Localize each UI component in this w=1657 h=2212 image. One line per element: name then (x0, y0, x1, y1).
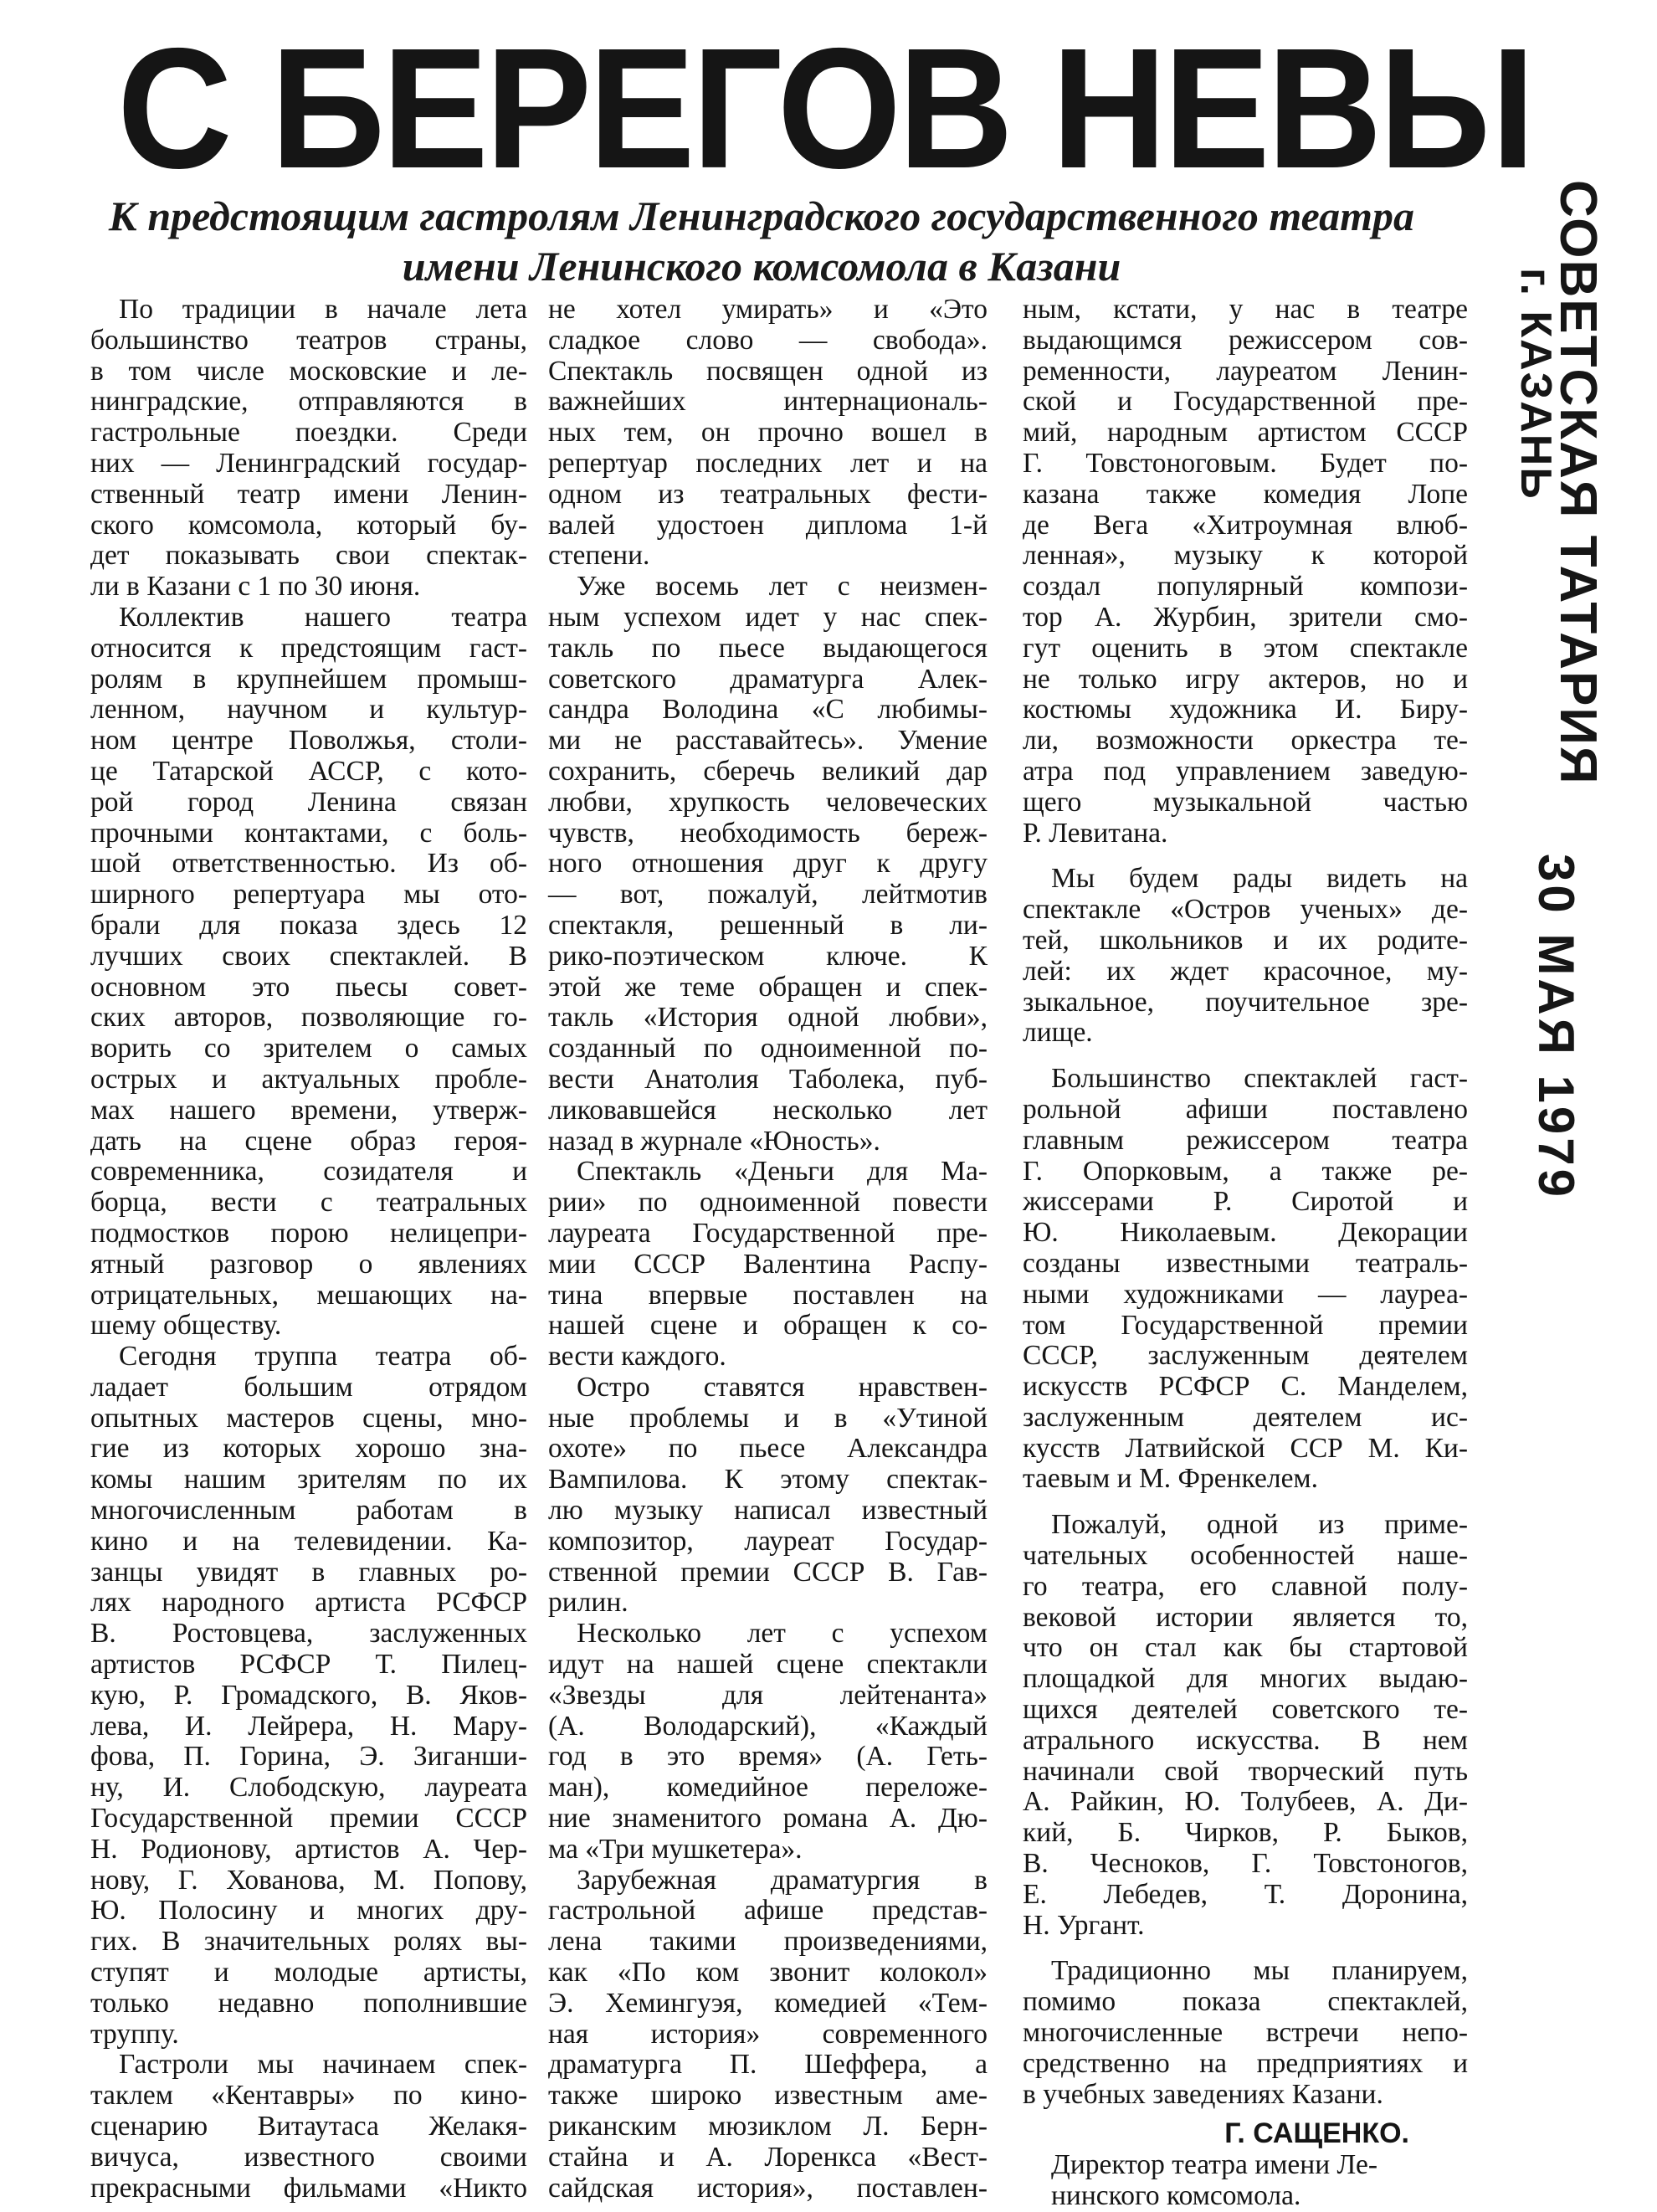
text-line: Несколько лет с успехом (577, 1618, 988, 1650)
text-line: риканским мюзиклом Л. Берн- (548, 2111, 988, 2143)
text-line: одном из театральных фести- (548, 478, 988, 510)
text-line: нову, Г. Хованова, М. Попову, (90, 1864, 527, 1896)
text-line: подмостков порою нелицепри- (90, 1217, 527, 1249)
text-line: спектакля, решенный в ли- (548, 909, 988, 941)
subtitle-line-2: имени Ленинского комсомола в Казани (402, 243, 1121, 290)
text-line: современника, созидателя и (90, 1156, 527, 1188)
text-line: Большинство спектаклей гаст- (1051, 1063, 1468, 1095)
text-line: валей удостоен диплома 1-й (548, 509, 988, 541)
text-line: рой город Ленина связан (90, 786, 527, 818)
text-line: Ю. Николаевым. Декорации (1023, 1217, 1468, 1249)
text-line: ман), комедийное переложе- (548, 1772, 988, 1804)
text-line: сандра Володина «С любимы- (548, 694, 988, 726)
text-line: занцы увидят в главных ро- (90, 1556, 527, 1588)
text-line: создал популярный компози- (1023, 571, 1468, 603)
text-line: таклем «Кентавры» по кино- (90, 2080, 527, 2112)
text-line: Зарубежная драматургия в (577, 1864, 988, 1896)
text-line: созданный по одноименной по- (548, 1033, 988, 1065)
text-line: ми не расставайтесь». Умение (548, 725, 988, 757)
text-line: также широко известным аме- (548, 2080, 988, 2112)
text-line: ма «Три мушкетера». (548, 1833, 803, 1865)
text-line: большинство театров страны, (90, 324, 527, 356)
paragraph-gap (1023, 1495, 1468, 1510)
text-line: ступят и молодые артисты, (90, 1957, 527, 1989)
text-line: фова, П. Горина, Э. Зиганши- (90, 1741, 527, 1773)
text-line: чувств, необходимость береж- (548, 817, 988, 849)
article-column-1 (90, 295, 527, 2204)
text-line: Э. Хемингуэя, комедией «Тем- (548, 1987, 988, 2019)
text-line: вести Анатолия Таболека, пуб- (548, 1063, 988, 1095)
text-line: такль по пьесе выдающегося (548, 632, 988, 664)
text-line: мии СССР Валентина Распу- (548, 1248, 988, 1280)
text-line: шему обществу. (90, 1310, 282, 1342)
text-line: ладает большим отрядом (90, 1371, 527, 1403)
text-line: гастрольные поездки. Среди (90, 417, 527, 449)
author-signature: Г. САЩЕНКО. (1224, 2117, 1409, 2150)
text-line: жиссерами Р. Сиротой и (1023, 1186, 1468, 1218)
text-line: относится к предстоящим гаст- (90, 632, 527, 664)
text-line: щихся деятелей советского те- (1023, 1694, 1468, 1726)
text-line: лева, И. Лейрера, Н. Мару- (90, 1710, 527, 1742)
paragraph-gap (1023, 849, 1468, 864)
text-line: ного отношения друг к другу (548, 848, 988, 880)
text-line: идут на нашей сцене спектакли (548, 1649, 988, 1681)
text-line: опытных мастеров сцены, мно- (90, 1402, 527, 1434)
text-line: рилин. (548, 1587, 628, 1619)
text-line: что он стал как бы стартовой (1023, 1632, 1468, 1664)
text-line: ственный театр имени Ленин- (90, 478, 527, 510)
paragraph-gap (1023, 1941, 1468, 1956)
text-line: Ю. Полосину и многих дру- (90, 1895, 527, 1927)
text-line: начинали свой творческий путь (1023, 1755, 1468, 1787)
text-line: костюмы художника И. Биру- (1023, 694, 1468, 726)
text-line: главным режиссером театра (1023, 1124, 1468, 1156)
text-line: сохранить, сберечь великий дар (548, 755, 988, 787)
text-line: средственно на предприятиях и (1023, 2047, 1468, 2079)
text-line: мий, народным артистом СССР (1023, 417, 1468, 449)
text-line: брали для показа здесь 12 (90, 909, 527, 941)
text-line: дать на сцене образ героя- (90, 1125, 527, 1157)
text-line: кусств Латвийской ССР М. Ки- (1023, 1432, 1468, 1464)
text-line: ном центре Поволжья, столи- (90, 725, 527, 757)
text-line: ным успехом идет у нас спек- (548, 601, 988, 633)
text-line: прочными контактами, с боль- (90, 817, 527, 849)
text-line: борца, вести с театральных (90, 1187, 527, 1219)
text-line: ным, кстати, у нас в театре (1023, 294, 1468, 325)
text-line: год в это время» (А. Геть- (548, 1741, 988, 1773)
text-line: назад в журнале «Юность». (548, 1125, 880, 1157)
newspaper-masthead (1511, 180, 1607, 1435)
text-line: нашей сцене и обращен к со- (548, 1310, 988, 1342)
text-line: Коллектив нашего театра (119, 601, 527, 633)
text-line: выдающимся режиссером сов- (1023, 324, 1468, 356)
text-line: казана также комедия Лопе (1023, 478, 1468, 510)
text-line: рии» по одноименной повести (548, 1187, 988, 1219)
text-line: гих. В значительных ролях вы- (90, 1926, 527, 1958)
text-line: ными художниками — лауреа- (1023, 1278, 1468, 1310)
text-line: рольной афиши поставлено (1023, 1093, 1468, 1125)
text-line: тина впервые поставлен на (548, 1279, 988, 1311)
text-line: Н. Ургант. (1023, 1909, 1145, 1941)
newspaper-city: г. КАЗАНЬ (1511, 268, 1560, 500)
text-line: гастрольной афише представ- (548, 1895, 988, 1927)
text-line: гие из которых хорошо зна- (90, 1433, 527, 1465)
text-line: СССР, заслуженным деятелем (1023, 1340, 1468, 1372)
text-line: Мы будем рады видеть на (1051, 863, 1468, 895)
text-line: любви, хрупкость человеческих (548, 786, 988, 818)
text-line: композитор, лауреат Государ- (548, 1525, 988, 1557)
text-line: основном это пьесы совет- (90, 971, 527, 1003)
text-line: зыкальное, поучительное зре- (1023, 986, 1468, 1018)
text-line: де Вега «Хитроумная влюб- (1023, 509, 1468, 541)
text-line: искусств РСФСР С. Манделем, (1023, 1371, 1468, 1403)
text-line: ли, возможности оркестра те- (1023, 725, 1468, 757)
subtitle-line-1: К предстоящим гастролям Ленинградского государственного театра (108, 192, 1415, 239)
text-line: сценарию Витаутаса Желакя- (90, 2111, 527, 2143)
text-line: тей, школьников и их родите- (1023, 924, 1468, 956)
text-line: ских авторов, позволяющие го- (90, 1002, 527, 1034)
text-line: Государственной премии СССР (90, 1803, 527, 1835)
text-line: комы нашим зрителям по их (90, 1464, 527, 1496)
text-line: Вампилова. К этому спектак- (548, 1464, 988, 1496)
text-line: советского драматурга Алек- (548, 663, 988, 695)
text-line: таевым и М. Френкелем. (1023, 1463, 1319, 1495)
text-line: В. Чесноков, Г. Товстоногов, (1023, 1848, 1468, 1880)
text-line: Спектакль посвящен одной из (548, 355, 988, 387)
text-line: многочисленным работам в (90, 1495, 527, 1527)
text-line: спектакле «Остров ученых» де- (1023, 894, 1468, 926)
text-line: репертуар последних лет и на (548, 447, 988, 479)
text-line: шой ответственностью. Из об- (90, 848, 527, 880)
text-line: важнейших интернациональ- (548, 386, 988, 418)
text-line: ные проблемы и в «Утиной (548, 1402, 988, 1434)
text-line: Остро ставятся нравствен- (577, 1371, 988, 1403)
author-position: Директор театра имени Ле- (1051, 2149, 1378, 2181)
newspaper-name: СОВЕТСКАЯ ТАТАРИЯ (1549, 180, 1607, 786)
text-line: лях народного артиста РСФСР (90, 1587, 527, 1619)
text-line: лю музыку написал известный (548, 1495, 988, 1527)
text-line: В. Ростовцева, заслуженных (90, 1618, 527, 1650)
text-line: лена такими произведениями, (548, 1926, 988, 1958)
text-line: не хотел умирать» и «Это (548, 294, 988, 325)
text-line: в том числе московские и ле- (90, 355, 527, 387)
text-line: кий, Б. Чирков, Р. Быков, (1023, 1817, 1468, 1849)
text-line: ленном, научном и культур- (90, 694, 527, 726)
text-line: Пожалуй, одной из приме- (1051, 1509, 1468, 1541)
text-line: атра под управлением заведую- (1023, 755, 1468, 787)
text-line: ние знаменитого романа А. Дю- (548, 1803, 988, 1835)
text-line: не только игру актеров, но и (1023, 663, 1468, 695)
text-line: ли в Казани с 1 по 30 июня. (90, 571, 421, 603)
text-line: в учебных заведениях Казани. (1023, 2078, 1383, 2110)
text-line: помимо показа спектаклей, (1023, 1986, 1468, 2018)
text-line: го театра, его славной полу- (1023, 1570, 1468, 1602)
text-line: ского комсомола, который бу- (90, 509, 527, 541)
text-line: них — Ленинградский государ- (90, 447, 527, 479)
text-line: тор А. Журбин, зрители смо- (1023, 601, 1468, 633)
text-line: лище. (1023, 1017, 1093, 1049)
text-line: це Татарской АССР, с кото- (90, 755, 527, 787)
text-line: ятный разговор о явлениях (90, 1248, 527, 1280)
text-line: ременности, лауреатом Ленин- (1023, 355, 1468, 387)
text-line: ленная», музыку к которой (1023, 540, 1468, 572)
text-line: острых и актуальных пробле- (90, 1063, 527, 1095)
text-line: Традиционно мы планируем, (1051, 1955, 1468, 1987)
text-line: мах нашего времени, утверж- (90, 1094, 527, 1126)
text-line: ворить со зрителем о самых (90, 1033, 527, 1065)
issue-date: 30 МАЯ 1979 (1528, 854, 1584, 1200)
text-line: — вот, пожалуй, лейтмотив (548, 879, 988, 911)
text-line: атрального искусства. В нем (1023, 1724, 1468, 1756)
text-line: созданы известными театраль- (1023, 1247, 1468, 1279)
text-line: том Государственной премии (1023, 1309, 1468, 1341)
text-line: вичуса, известного своими (90, 2141, 527, 2173)
text-line: прекрасными фильмами «Никто (90, 2172, 527, 2204)
text-line: По традиции в начале лета (119, 294, 527, 325)
text-line: вести каждого. (548, 1341, 726, 1373)
text-line: этой же теме обращен и спек- (548, 971, 988, 1003)
text-line: стайна и А. Лоренкса «Вест- (548, 2141, 988, 2173)
text-line: кую, Р. Громадского, В. Яков- (90, 1679, 527, 1711)
text-line: А. Райкин, Ю. Толубеев, А. Ди- (1023, 1786, 1468, 1818)
text-line: дет показывать свои спектак- (90, 540, 527, 572)
text-line: гут оценить в этом спектакле (1023, 632, 1468, 664)
text-line: вековой истории является то, (1023, 1601, 1468, 1633)
text-line: Уже восемь лет с неизмен- (577, 571, 988, 603)
text-line: Спектакль «Деньги для Ма- (577, 1156, 988, 1188)
paragraph-gap (1023, 1049, 1468, 1064)
text-line: лауреата Государственной пре- (548, 1217, 988, 1249)
article-column-3 (1023, 295, 1468, 2212)
text-line: Сегодня труппа театра об- (119, 1341, 527, 1373)
text-line: многочисленные встречи непо- (1023, 2017, 1468, 2049)
text-line: степени. (548, 540, 650, 572)
text-line: отрицательных, мешающих на- (90, 1279, 527, 1311)
text-line: ная история» современного (548, 2018, 988, 2050)
text-line: лучших своих спектаклей. В (90, 940, 527, 972)
text-line: сайдская история», поставлен- (548, 2172, 988, 2204)
text-line: нинградские, отправляются в (90, 386, 527, 418)
text-line: заслуженным деятелем ис- (1023, 1401, 1468, 1433)
author-position: нинского комсомола. (1051, 2180, 1301, 2212)
article-column-2 (548, 295, 988, 2204)
text-line: Р. Левитана. (1023, 817, 1168, 849)
text-line: рико-поэтическом ключе. К (548, 940, 988, 972)
text-line: ственной премии СССР В. Гав- (548, 1556, 988, 1588)
text-line: Е. Лебедев, Т. Доронина, (1023, 1878, 1468, 1910)
text-line: ных тем, он прочно вошел в (548, 417, 988, 449)
text-line: сладкое слово — свобода». (548, 324, 988, 356)
text-line: Г. Товстоноговым. Будет по- (1023, 447, 1468, 479)
text-line: Гастроли мы начинаем спек- (119, 2049, 527, 2081)
text-line: кино и на телевидении. Ка- (90, 1525, 527, 1557)
text-line: охоте» по пьесе Александра (548, 1433, 988, 1465)
text-line: как «По ком звонит колокол» (548, 1957, 988, 1989)
text-line: только недавно пополнившие (90, 1987, 527, 2019)
text-line: ликовавшейся несколько лет (548, 1094, 988, 1126)
text-line: Н. Родионову, артистов А. Чер- (90, 1833, 527, 1865)
text-line: ролям в крупнейшем промыш- (90, 663, 527, 695)
text-line: ширного репертуара мы ото- (90, 879, 527, 911)
text-line: (А. Володарский), «Каждый (548, 1710, 988, 1742)
text-line: ской и Государственной пре- (1023, 386, 1468, 418)
text-line: Г. Опорковым, а также ре- (1023, 1155, 1468, 1187)
text-line: площадкой для многих выдаю- (1023, 1663, 1468, 1695)
text-line: лей: их ждет красочное, му- (1023, 955, 1468, 987)
text-line: чательных особенностей наше- (1023, 1540, 1468, 1572)
text-line: «Звезды для лейтенанта» (548, 1679, 988, 1711)
text-line: щего музыкальной частью (1023, 786, 1468, 818)
text-line: драматурга П. Шеффера, а (548, 2049, 988, 2081)
text-line: труппу. (90, 2018, 179, 2050)
text-line: такль «История одной любви», (548, 1002, 988, 1034)
text-line: артистов РСФСР Т. Пилец- (90, 1649, 527, 1681)
headline: С БЕРЕГОВ НЕВЫ (117, 13, 1532, 204)
text-line: ну, И. Слободскую, лауреата (90, 1772, 527, 1804)
